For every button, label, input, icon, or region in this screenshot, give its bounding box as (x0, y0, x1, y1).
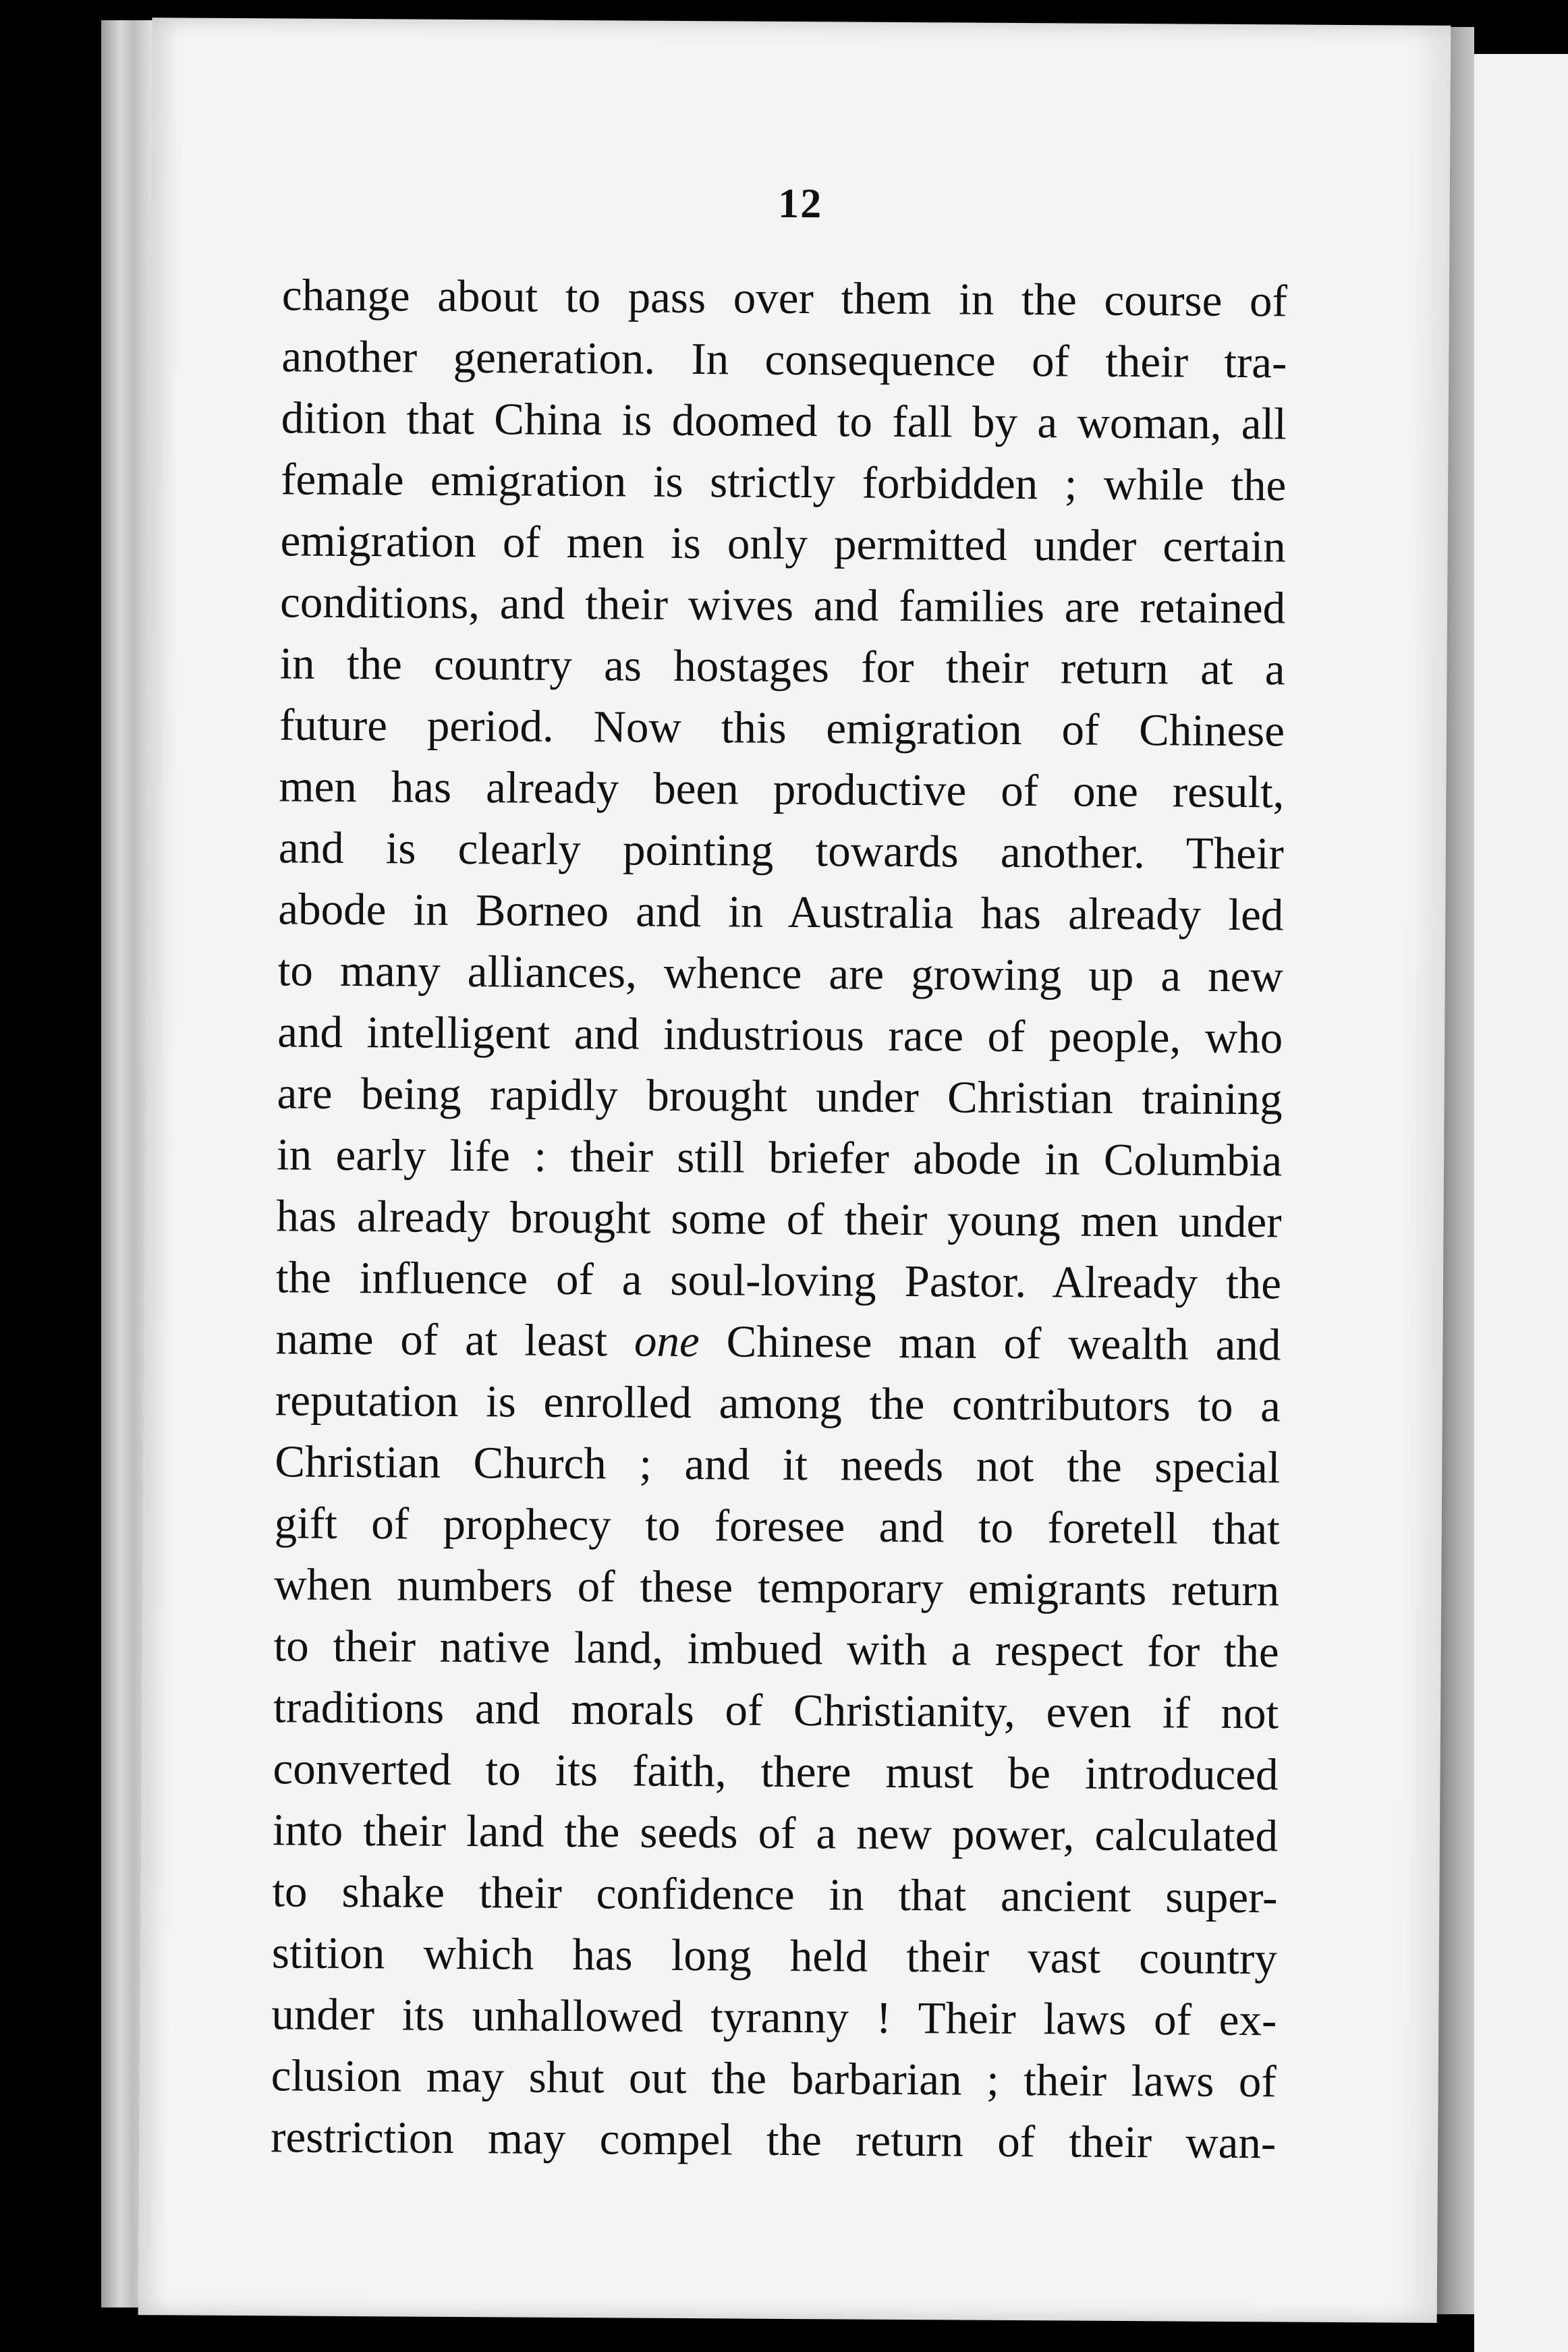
text-line-with-italic (275, 1308, 1281, 1376)
text-line: reputation is enrolled among the contributors to a (275, 1375, 1281, 1432)
text-line: in early life : their still briefer abode in Columbia (276, 1129, 1283, 1186)
text-run: name of at least (275, 1314, 635, 1366)
text-line: converted to its faith, there must be introduced (273, 1743, 1279, 1800)
body-text (271, 264, 1287, 2174)
italic-word: one (634, 1316, 700, 1367)
text-line: the influence of a soul-loving Pastor. Already the (275, 1252, 1282, 1309)
facing-page-edge (1474, 54, 1568, 2352)
text-line: another generation. In consequence of their tra- (281, 331, 1287, 388)
text-line: dition that China is doomed to fall by a woman, all (281, 393, 1287, 449)
text-line: traditions and morals of Christianity, even if not (273, 1682, 1279, 1739)
text-line: men has already been productive of one result, (279, 761, 1285, 818)
book-page (138, 18, 1451, 2323)
text-run: Chinese man of wealth and (699, 1316, 1281, 1370)
text-line: future period. Now this emigration of Chinese (279, 700, 1285, 756)
text-line: restriction may compel the return of their wan- (271, 2112, 1277, 2168)
text-line: stition which has long held their vast country (271, 1928, 1278, 1984)
text-line: clusion may shut out the barbarian ; their laws of (271, 2050, 1277, 2107)
text-line: when numbers of these temporary emigrants return (274, 1559, 1280, 1616)
text-line: and intelligent and industrious race of people, who (277, 1007, 1283, 1063)
text-line: to their native land, imbued with a respect for the (273, 1621, 1279, 1677)
text-line: under its unhallowed tyranny ! Their laws of ex- (271, 1989, 1277, 2046)
text-line: and is clearly pointing towards another. Their (278, 822, 1285, 879)
text-line: in the country as hostages for their return at a (279, 638, 1285, 695)
page-number: 12 (778, 180, 823, 227)
text-line: Christian Church ; and it needs not the special (275, 1436, 1281, 1493)
text-line: to many alliances, whence are growing up a new (277, 945, 1283, 1002)
text-line: emigration of men is only permitted under certain (280, 515, 1286, 572)
text-line: gift of prophecy to foresee and to foretell that (274, 1498, 1280, 1555)
text-line: into their land the seeds of a new power, calculated (272, 1805, 1279, 1861)
text-line: change about to pass over them in the course of (281, 270, 1288, 327)
text-line: has already brought some of their young men under (276, 1191, 1282, 1248)
text-line: female emigration is strictly forbidden ; while the (281, 454, 1287, 511)
text-line: conditions, and their wives and families are retained (279, 577, 1286, 634)
text-line: to shake their confidence in that ancient super- (272, 1866, 1278, 1923)
text-line: are being rapidly brought under Christian training (277, 1068, 1283, 1125)
text-line: abode in Borneo and in Australia has already led (278, 884, 1284, 941)
